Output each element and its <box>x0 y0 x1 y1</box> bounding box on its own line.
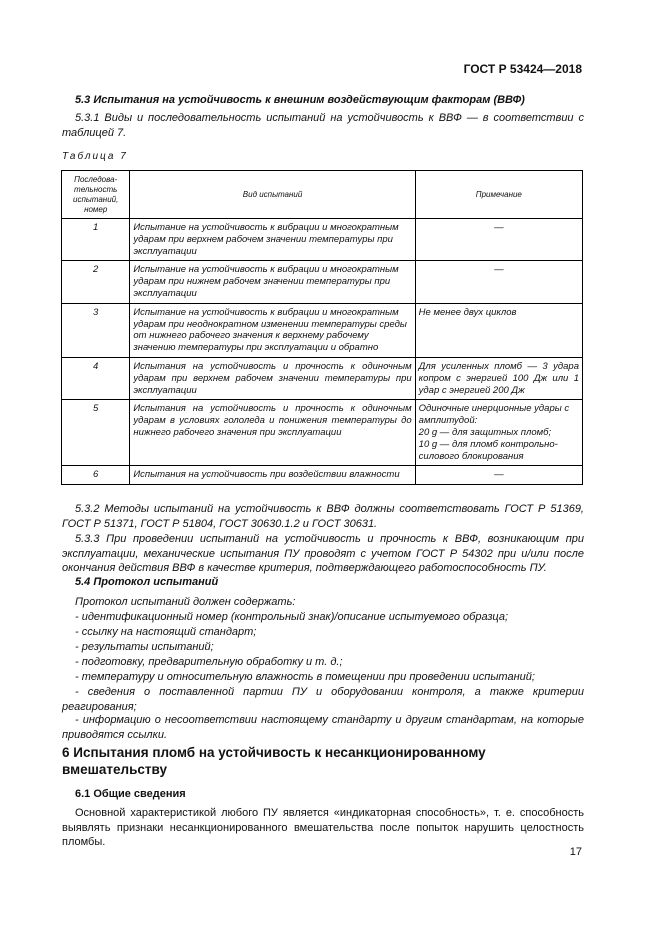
list-item: - сведения о поставленной партии ПУ и оборудовании контроля, а также критерии реагирования; <box>62 686 584 713</box>
row-note: — <box>415 219 582 261</box>
note-line: 20 g — для защитных пломб; <box>418 426 552 438</box>
table-label: Таблица 7 <box>62 151 128 162</box>
note-line: 10 g — для пломб контрольно-силового блокирования <box>418 438 558 462</box>
row-note: — <box>415 466 582 485</box>
row-note: — <box>415 261 582 303</box>
table-row <box>62 357 583 399</box>
table-row <box>62 219 583 261</box>
section-6-1-title: 6.1 Общие сведения <box>75 788 186 800</box>
paragraph-6-1: Основной характеристикой любого ПУ является «индикаторная способность», т. е. способность выявлять признаки несанкционированного вмешательства после попыток нарушить целостность пломбы. <box>62 807 584 848</box>
row-num: 5 <box>62 400 130 466</box>
row-type: Испытания на устойчивость и прочность к одиночным ударам при верхнем рабочем значении температуры при эксплуатации <box>130 357 415 399</box>
row-num: 2 <box>62 261 130 303</box>
list-item: - информацию о несоответствии настоящему стандарту и другим стандартам, на которые приводятся ссылки. <box>62 714 584 741</box>
list-item: - температуру и относительную влажность в помещении при проведении испытаний; <box>75 671 535 683</box>
document-code: ГОСТ Р 53424—2018 <box>463 62 582 76</box>
table-row <box>62 303 583 357</box>
note-line: Одиночные инерционные удары с амплитудой: <box>418 403 570 427</box>
table-row <box>62 400 583 466</box>
table-row <box>62 261 583 303</box>
list-item: - результаты испытаний; <box>75 641 214 653</box>
page-number: 17 <box>569 846 582 858</box>
table-row <box>62 466 583 485</box>
paragraph-5-3-2: 5.3.2 Методы испытаний на устойчивость к ВВФ должны соответствовать ГОСТ Р 51369, ГОСТ Р 51371, ГОСТ Р 51804, ГОСТ 30630.1.2 и ГОСТ 30631. <box>62 503 584 530</box>
row-type: Испытание на устойчивость к вибрации и многократным ударам при верхнем рабочем значении температуры при эксплуатации <box>130 219 415 261</box>
protocol-intro: Протокол испытаний должен содержать: <box>75 596 296 608</box>
row-type: Испытания на устойчивость при воздействии влажности <box>130 466 415 485</box>
row-note <box>415 400 582 466</box>
section-6-title: 6 Испытания пломб на устойчивость к несанкционированному вмешательству <box>62 745 486 777</box>
section-5-3-title: 5.3 Испытания на устойчивость к внешним воздействующим факторам (ВВФ) <box>75 94 525 106</box>
section-5-4-title: 5.4 Протокол испытаний <box>75 576 219 588</box>
list-item: - ссылку на настоящий стандарт; <box>75 626 257 638</box>
table-header-row <box>62 171 583 219</box>
list-item: - подготовку, предварительную обработку и т. д.; <box>75 656 343 668</box>
row-type: Испытание на устойчивость к вибрации и многократным ударам при нижнем рабочем значении температуры при эксплуатации <box>130 261 415 303</box>
paragraph-5-3-3: 5.3.3 При проведении испытаний на устойчивость и прочность к ВВФ, возникающим при эксплуатации, механические испытания ПУ проводят с учетом ГОСТ Р 54302 при и/или после окончания действия ВВФ в качестве критерия, подтверждающего работоспособность ПУ. <box>62 533 584 574</box>
header-note: Примечание <box>415 171 582 219</box>
row-type: Испытания на устойчивость и прочность к одиночным ударам в условиях гололеда и понижения температуры до нижнего рабочего значения при эксплуатации <box>130 400 415 466</box>
tests-table <box>61 170 583 485</box>
row-num: 4 <box>62 357 130 399</box>
row-num: 6 <box>62 466 130 485</box>
row-num: 3 <box>62 303 130 357</box>
header-num: Последова-тельность испытаний, номер <box>62 171 130 219</box>
row-num: 1 <box>62 219 130 261</box>
row-note: Для усиленных пломб — 3 удара копром с энергией 100 Дж или 1 удар с энергией 200 Дж <box>415 357 582 399</box>
row-note: Не менее двух циклов <box>415 303 582 357</box>
row-type: Испытание на устойчивость к вибрации и многократным ударам при неоднократном изменении температуры среды от нижнего рабочего значения к верхнему рабочему значению температуры при эксплуатации и обратно <box>130 303 415 357</box>
list-item: - идентификационный номер (контрольный знак)/описание испытуемого образца; <box>75 611 509 623</box>
header-type: Вид испытаний <box>130 171 415 219</box>
paragraph-5-3-1: 5.3.1 Виды и последовательность испытаний на устойчивость к ВВФ — в соответствии с таблицей 7. <box>62 112 584 139</box>
